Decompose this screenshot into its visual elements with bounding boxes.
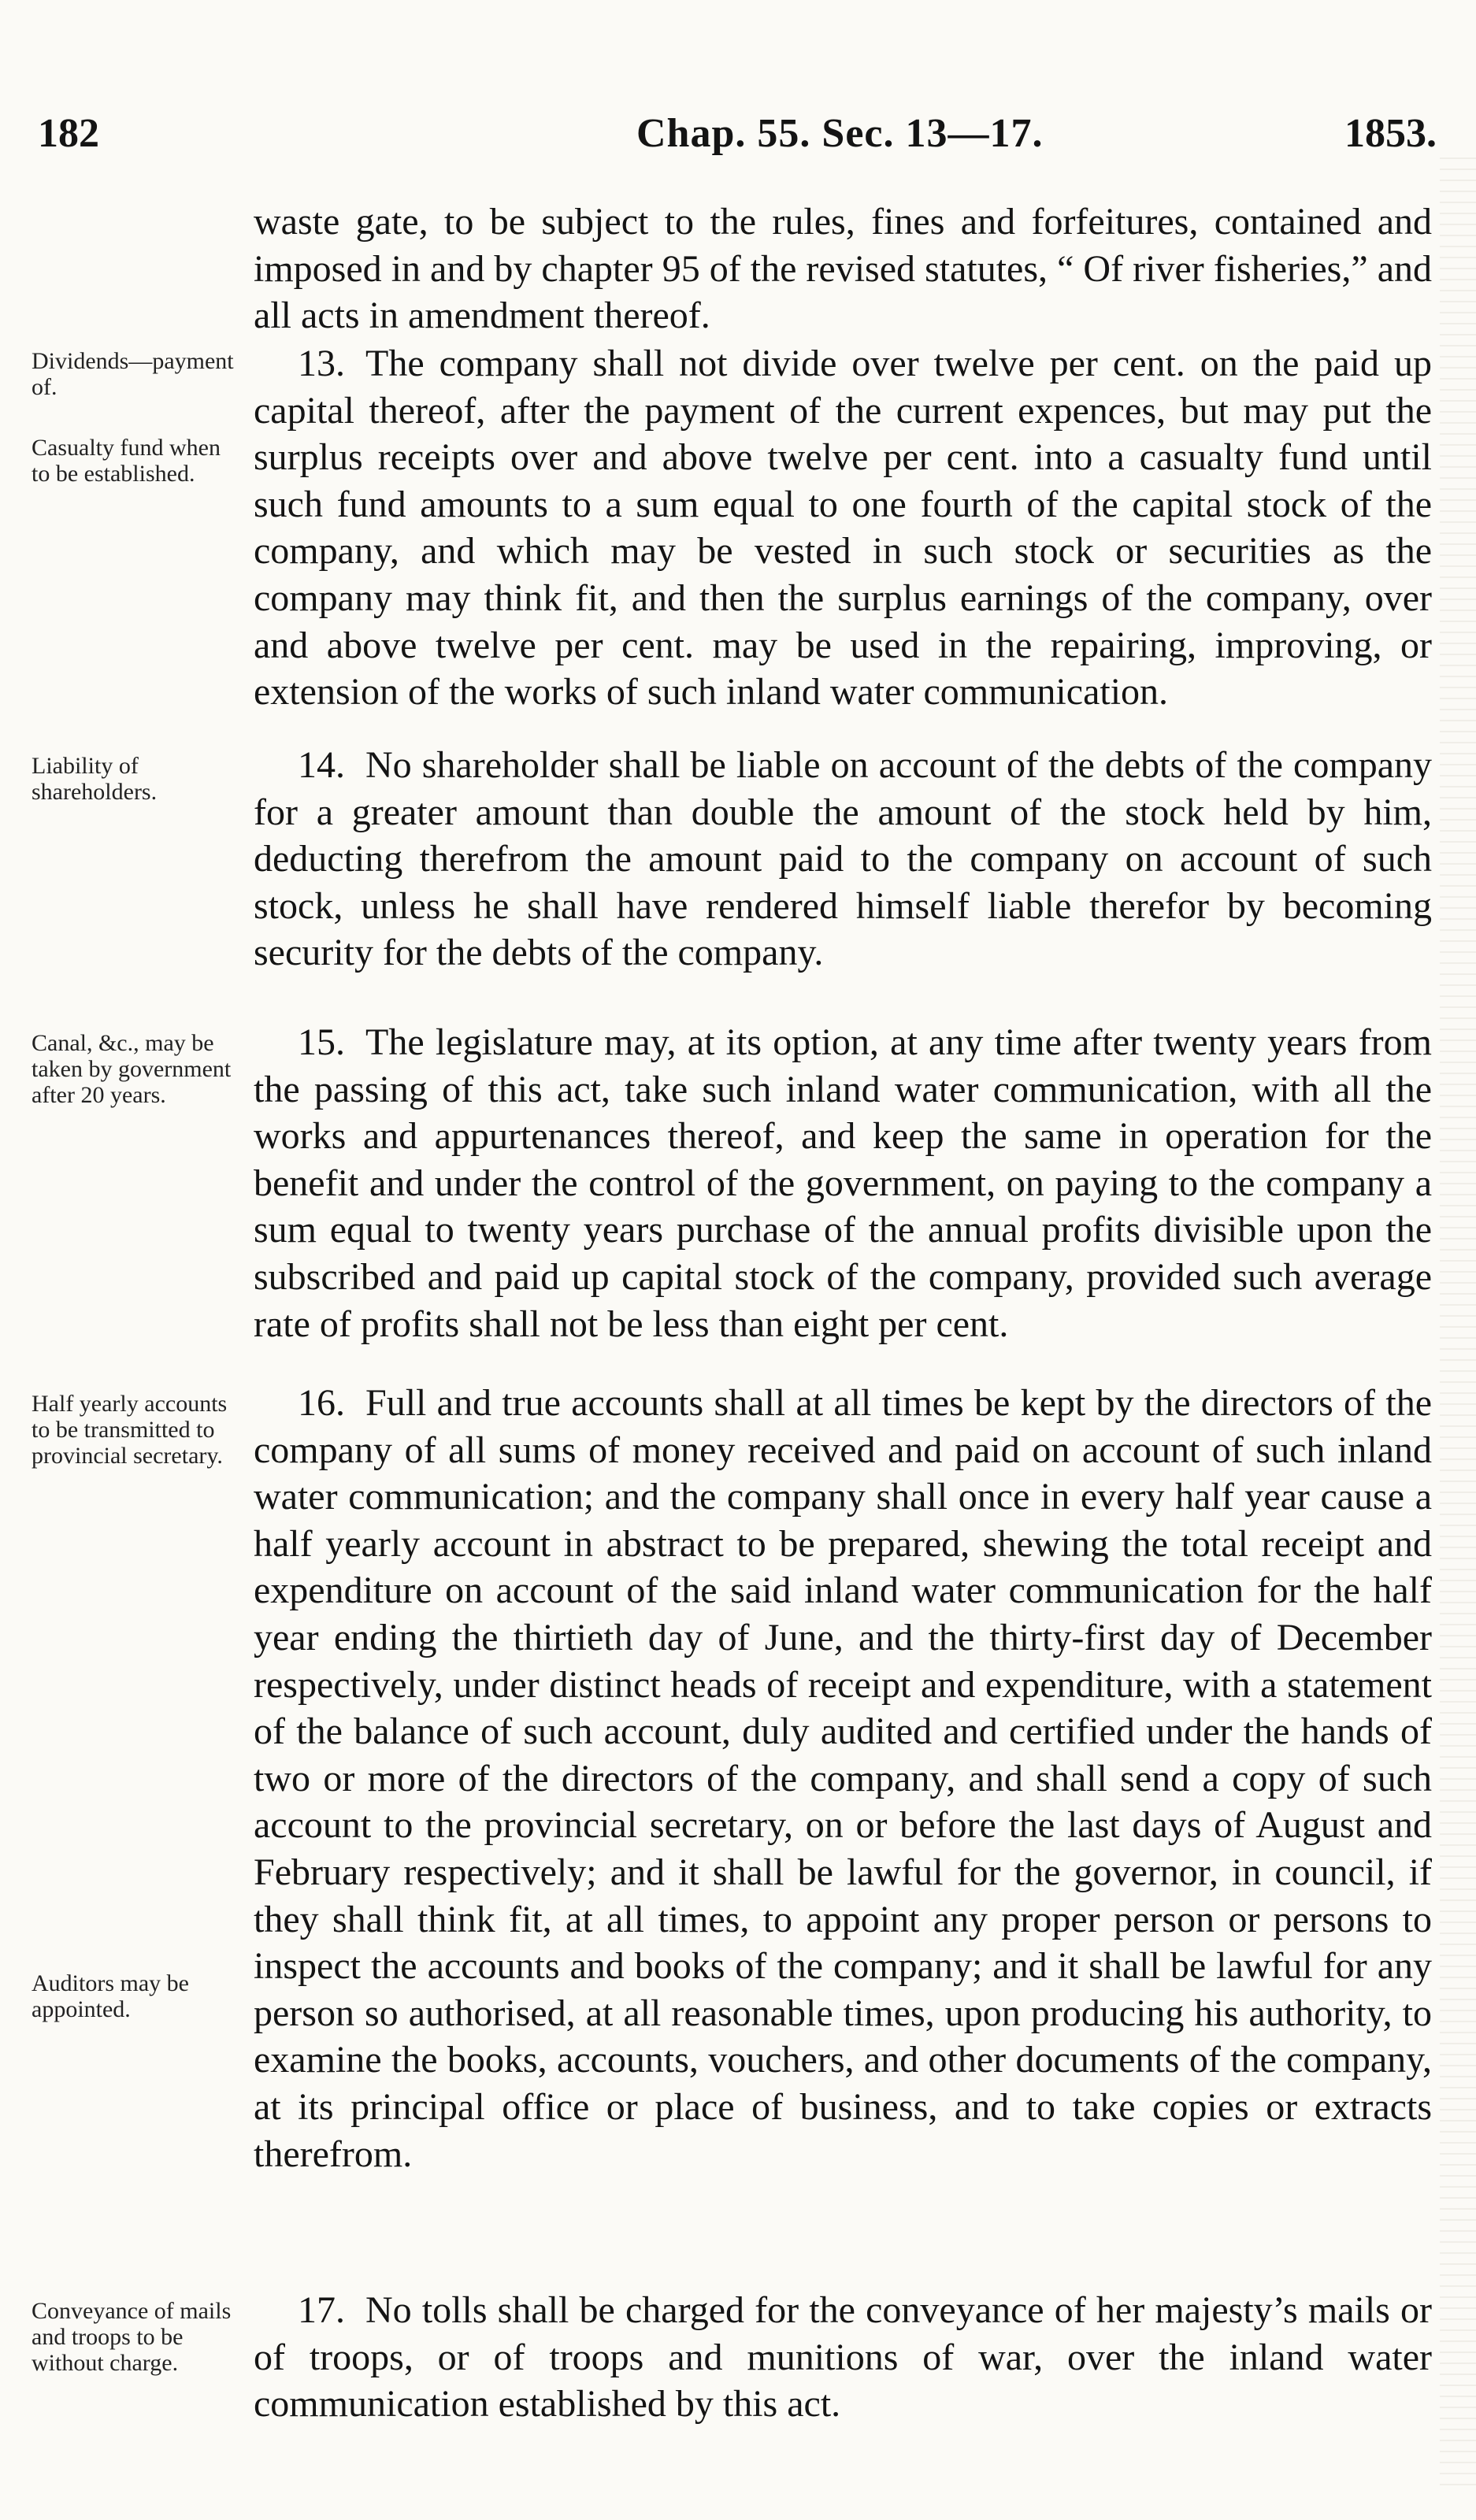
section-paragraph xyxy=(254,2287,1432,2428)
running-title: Chap. 55. Sec. 13—17. xyxy=(636,111,1044,156)
section-paragraph xyxy=(254,1019,1432,1347)
section-text: The company shall not divide over twelve per cent. on the paid up capital thereof, after the payment of the current expences, but may put the surplus receipts over and above twelve per cent. into a casualty fund until such fund amounts to a sum equal to one fourth of the capital stock of the company, and which may be vested in such stock or securities as the company may think fit, and then the surplus earnings of the company, over and above twelve per cent. may be used in the repairing, improving, or extension of the works of such inland water communication. xyxy=(254,343,1432,713)
margin-note: Canal, &c., may be taken by government after 20 years. xyxy=(32,1030,232,1108)
section-text-continued: and it shall be lawful for the governor, in council, if they shall think fit, at all times, to appoint any proper person or persons to inspect the accounts and books of the company; and it shall be lawful for any person so authorised, at all reasonable times, upon producing his authority, to examine the books, accounts, vouchers, and other documents of the company, at its principal office or place of business, and to take copies or extracts therefrom. xyxy=(254,1851,1433,2175)
page-number: 182 xyxy=(38,111,99,156)
section-body xyxy=(254,1380,1432,2177)
section-text: No shareholder shall be liable on account of the debts of the company for a greater amount than double the amount of the stock held by him, deducting therefrom the amount paid to the company on account of such stock, unless he shall have rendered himself liable therefor by becoming security for the debts of the company. xyxy=(254,744,1432,974)
section-number: 13. xyxy=(298,343,345,384)
page-edge-texture xyxy=(1440,158,1476,2488)
header-year: 1853. xyxy=(1344,111,1437,156)
continued-paragraph xyxy=(254,198,1432,339)
section-body xyxy=(254,1019,1432,1347)
margin-note: Conveyance of mails and troops to be without charge. xyxy=(32,2298,232,2376)
section-text: The legislature may, at its option, at any time after twenty years from the passing of this act, take such inland water communication, with all the works and appurtenances thereof, and keep the same in operation for the benefit and under the control of the government, on paying to the company a sum equal to twenty years purchase of the annual profits divisible upon the subscribed and paid up capital stock of the company, provided such average rate of profits shall not be less than eight per cent. xyxy=(254,1021,1432,1345)
margin-note: Half yearly accounts to be transmitted to provincial secretary. xyxy=(32,1391,228,1469)
margin-note: Auditors may be appointed. xyxy=(32,1970,189,2022)
margin-note: Casualty fund when to be established. xyxy=(32,435,221,487)
section-body xyxy=(254,742,1432,976)
section-paragraph xyxy=(254,340,1432,716)
section-number: 14. xyxy=(298,744,345,786)
margin-note: Liability of shareholders. xyxy=(32,753,158,805)
section-number: 16. xyxy=(298,1382,345,1424)
section-body xyxy=(254,2287,1432,2428)
section-text: Full and true accounts shall at all times be kept by the directors of the company of all sums of money received and paid on account of such inland water communication; and the company shall once in every half year cause a half yearly account in abstract to be prepared, shewing the total receipt and expenditure on account of the said inland water communication for the half year ending the thirtieth day of June, and the thirty-first day of December respectively, under distinct heads of receipt and expenditure, with a statement of the balance of such account, duly audited and certified under the hands of two or more of the directors of the company, and shall send a copy of such account to the provincial secretary, on or before the last days of August and February respectively; xyxy=(254,1382,1432,1893)
section-text: No tolls shall be charged for the conveyance of her majesty’s mails or of troops, or of troops and munitions of war, over the inland water communication established by this act. xyxy=(254,2289,1432,2426)
section-paragraph xyxy=(254,1380,1432,2177)
section-number: 15. xyxy=(298,1021,345,1063)
section-body xyxy=(254,340,1432,716)
section-paragraph xyxy=(254,742,1432,976)
paragraph-text: waste gate, to be subject to the rules, fines and forfeitures, contained and imposed in and by chapter 95 of the revised statutes, “ Of river fisheries,” and all acts in amendment thereof. xyxy=(254,201,1432,337)
section-number: 17. xyxy=(298,2289,345,2331)
running-header xyxy=(38,110,1437,158)
margin-note: Dividends—payment of. xyxy=(32,348,234,400)
